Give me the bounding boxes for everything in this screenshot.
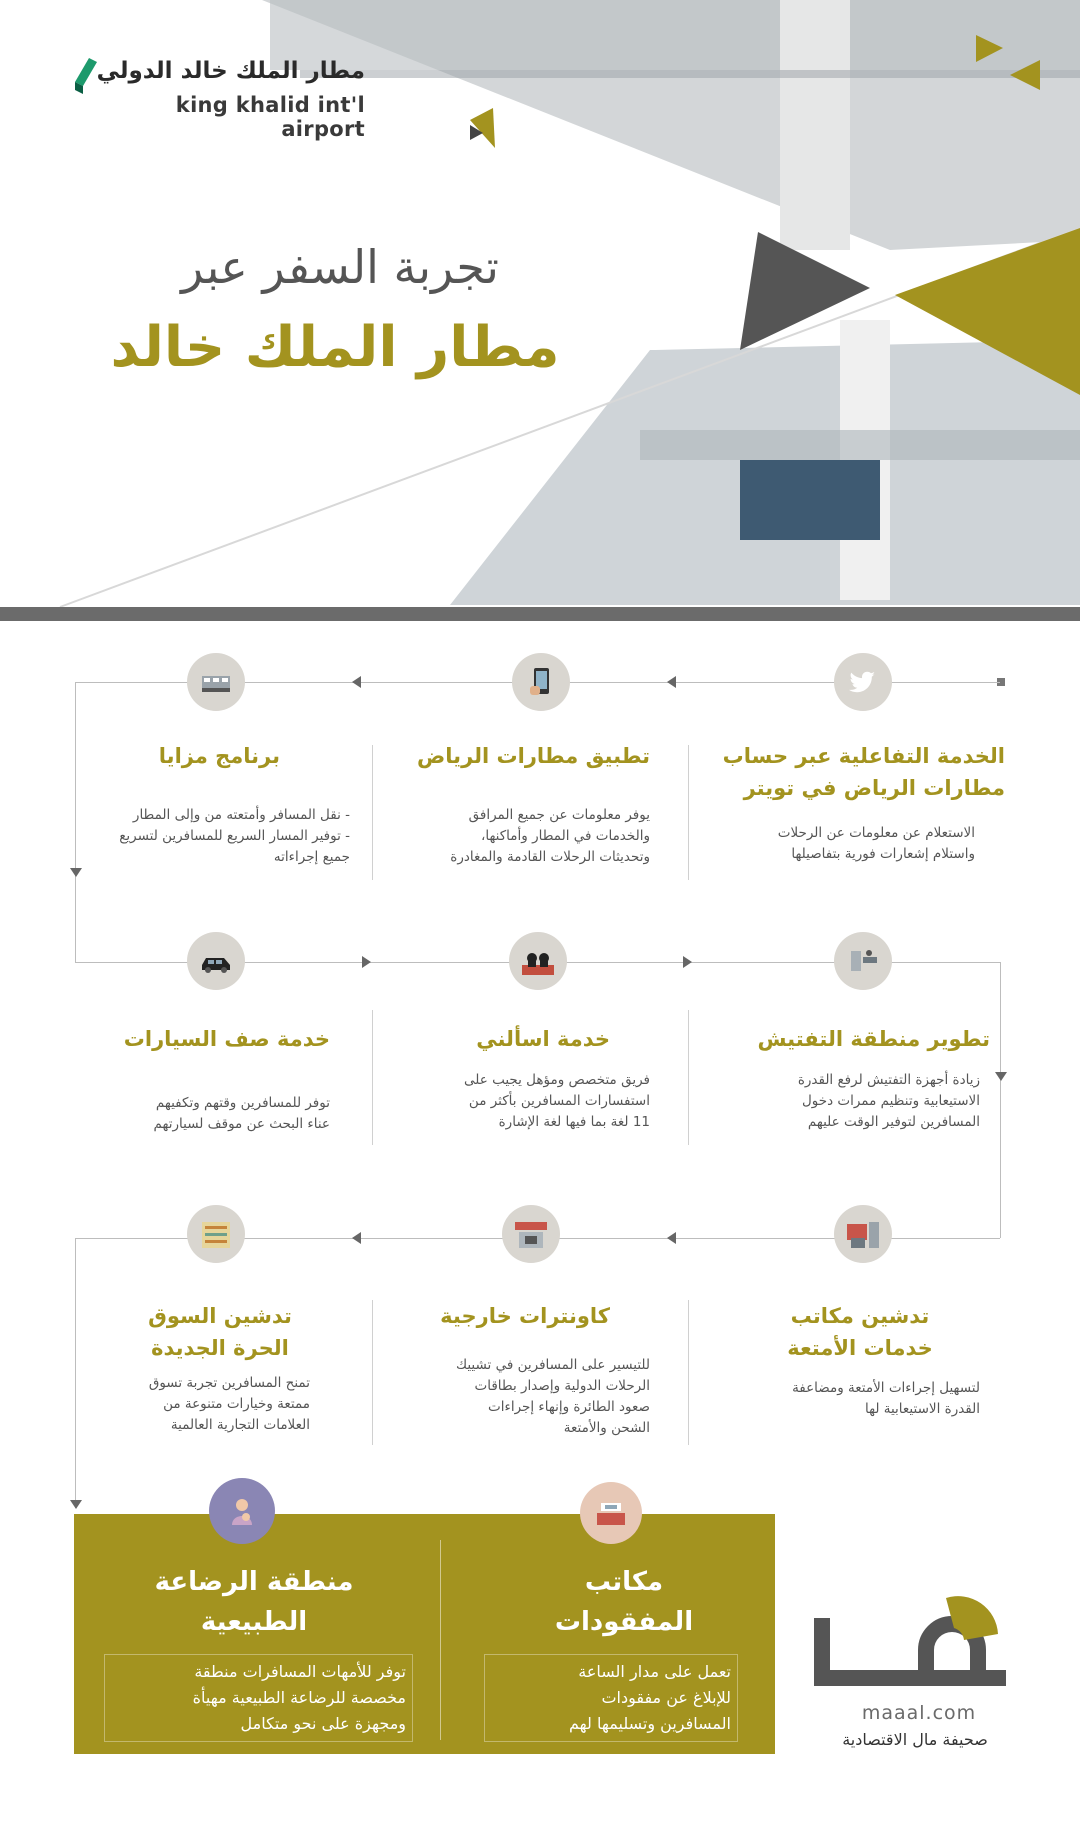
highlight-box — [74, 1514, 775, 1754]
card-body-external-counters: للتيسير على المسافرين في تشييك الرحلات الدولية وإصدار بطاقات صعود الطائرة وإنهاء إجراءات الشحن والأمتعة — [455, 1357, 650, 1436]
maaal-url[interactable]: maaal.com — [861, 1702, 977, 1724]
security-scanner-icon — [834, 932, 892, 990]
card-body-mazaya-program: - نقل المسافر وأمتعته من وإلى المطار - توفير المسار السريع للمسافرين لتسريع جميع إجراءاته — [119, 807, 350, 865]
card-title-riyadh-app: تطبيق مطارات الرياض — [417, 744, 650, 768]
gold-title-lost-found: مكاتب المفقودات — [554, 1567, 694, 1637]
maaal-logo — [810, 1590, 1025, 1760]
external-counter-icon — [502, 1205, 560, 1263]
lost-found-desk-icon — [580, 1482, 642, 1544]
card-title-valet-parking: خدمة صف السيارات — [123, 1027, 330, 1051]
smartphone-app-icon — [512, 653, 570, 711]
twitter-icon — [834, 653, 892, 711]
card-title-mazaya-program: برنامج مزايا — [158, 744, 280, 768]
ask-me-desk-icon — [509, 932, 567, 990]
card-title-baggage-offices: تدشين مكاتب خدمات الأمتعة — [787, 1304, 933, 1360]
card-body-valet-parking: توفر للمسافرين وقتهم وتكفيهم عناء البحث عن موقف لسيارتهم — [153, 1095, 330, 1132]
card-title-external-counters: كاونترات خارجية — [440, 1304, 610, 1328]
maaal-tagline: صحيفة مال الاقتصادية — [842, 1730, 988, 1749]
card-body-twitter-service: الاستعلام عن معلومات عن الرحلات واستلام إشعارات فورية بتفاصيلها — [777, 825, 975, 862]
hero-title-line1: تجربة السفر عبر — [181, 240, 499, 294]
baggage-office-icon — [834, 1205, 892, 1263]
gold-body-lost-found: تعمل على مدار الساعة للإبلاغ عن مفقودات المسافرين وتسليمها لهم — [484, 1654, 738, 1742]
hero-title-line2: مطار الملك خالد — [110, 315, 560, 380]
hero-bottom-band — [0, 607, 1080, 621]
maaal-logo-mark — [814, 1590, 1014, 1700]
card-body-baggage-offices: لتسهيل إجراءات الأمتعة ومضاعفة القدرة الاستيعابية لها — [792, 1380, 980, 1417]
gold-body-nursing-area: توفر للأمهات المسافرات منطقة مخصصة للرضاعة الطبيعية مهيأة ومجهزة على نحو متكامل — [104, 1654, 413, 1742]
card-body-duty-free: تمنح المسافرين تجربة تسوق ممتعة وخيارات متنوعة من العلامات التجارية العالمية — [148, 1375, 310, 1433]
card-body-inspection-area: زيادة أجهزة التفتيش لرفع القدرة الاستيعابية وتنظيم ممرات دخول المسافرين لتوفير الوقت عليهم — [797, 1072, 980, 1130]
logo-arabic: مطار الملك خالد الدولي — [96, 58, 365, 84]
hero-section — [0, 0, 1080, 620]
card-body-riyadh-app: يوفر معلومات عن جميع المرافق والخدمات في المطار وأماكنها، وتحديثات الرحلات القادمة والمغادرة — [450, 807, 650, 865]
card-title-inspection-area: تطوير منطقة التفتيش — [757, 1027, 990, 1051]
nursing-room-icon — [209, 1478, 275, 1544]
checkin-counters-icon — [187, 653, 245, 711]
gold-title-nursing-area: منطقة الرضاعة الطبيعية — [154, 1567, 354, 1637]
card-title-twitter-service: الخدمة التفاعلية عبر حساب مطارات الرياض في تويتر — [722, 744, 1005, 800]
card-title-ask-me: خدمة اسألني — [476, 1027, 610, 1051]
card-body-ask-me: فريق متخصص ومؤهل يجيب على استفسارات المسافرين بأكثر من 11 لغة بما فيها لغة الإشارة — [464, 1072, 650, 1130]
car-icon — [187, 932, 245, 990]
duty-free-shop-icon — [187, 1205, 245, 1263]
card-title-duty-free: تدشين السوق الحرة الجديدة — [148, 1304, 292, 1360]
logo-english: king khalid int'l airport — [175, 93, 365, 141]
airport-logo-icon — [75, 58, 97, 94]
